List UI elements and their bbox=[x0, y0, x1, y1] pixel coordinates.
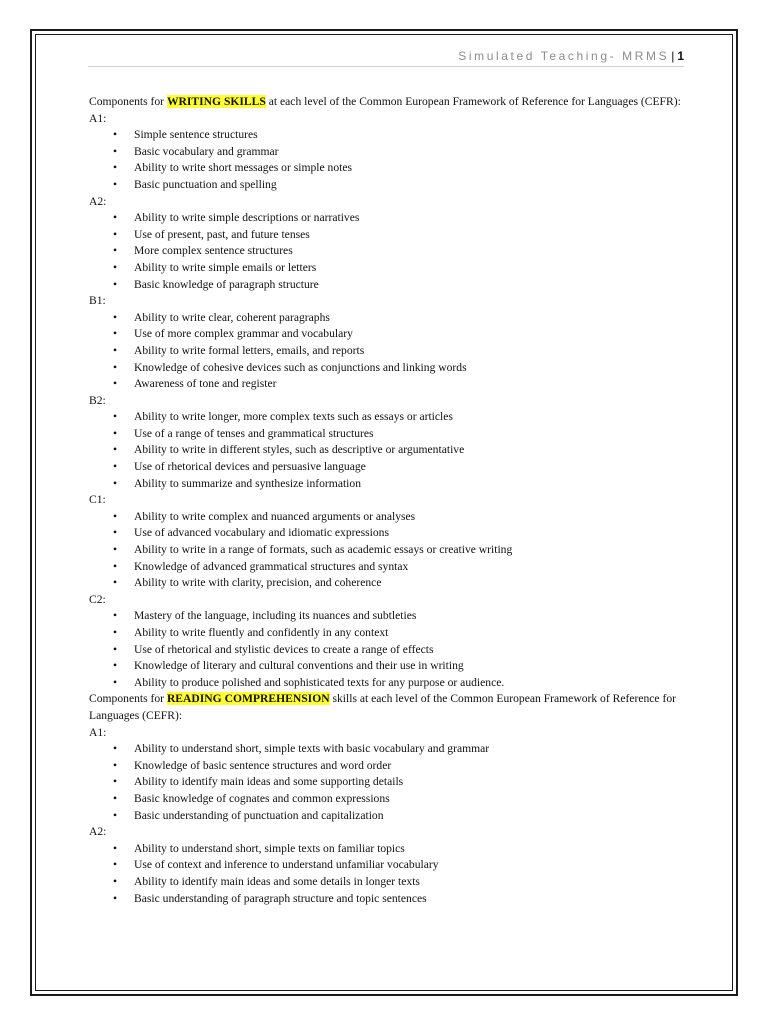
list-item: • Use of context and inference to understand unfamiliar vocabulary bbox=[89, 857, 689, 874]
list-item: • Ability to write formal letters, emails, and reports bbox=[89, 343, 689, 360]
list-item: • Knowledge of cohesive devices such as conjunctions and linking words bbox=[89, 360, 689, 377]
level-label: B1: bbox=[89, 294, 106, 308]
level-label: C1: bbox=[89, 493, 106, 507]
intro-before: Components for bbox=[89, 692, 167, 706]
bullet-list bbox=[89, 310, 689, 393]
bullet-list bbox=[89, 127, 689, 193]
list-item: • Awareness of tone and register bbox=[89, 376, 689, 393]
section-2 bbox=[89, 691, 689, 907]
list-item: • Simple sentence structures bbox=[89, 127, 689, 144]
list-item: • Basic knowledge of cognates and common expressions bbox=[89, 791, 689, 808]
list-item: • Ability to understand short, simple texts with basic vocabulary and grammar bbox=[89, 741, 689, 758]
section-intro bbox=[89, 94, 689, 111]
list-item: • Use of advanced vocabulary and idiomatic expressions bbox=[89, 525, 689, 542]
list-item: • Basic vocabulary and grammar bbox=[89, 144, 689, 161]
intro-after: skills at each level of the Common European Framework of Reference for Languages (CEFR): bbox=[89, 692, 676, 722]
level-label: B2: bbox=[89, 393, 106, 407]
list-item: • Ability to identify main ideas and some details in longer texts bbox=[89, 874, 689, 891]
level-list bbox=[89, 111, 689, 692]
level-label: C2: bbox=[89, 592, 106, 606]
list-item: • Use of rhetorical devices and persuasive language bbox=[89, 459, 689, 476]
list-item: • Ability to write clear, coherent paragraphs bbox=[89, 310, 689, 327]
section-1 bbox=[89, 94, 689, 691]
bullet-list bbox=[89, 210, 689, 293]
list-item: • Ability to write in a range of formats, such as academic essays or creative writing bbox=[89, 542, 689, 559]
list-item: • Ability to write simple descriptions or narratives bbox=[89, 210, 689, 227]
bullet-list bbox=[89, 608, 689, 691]
list-item: • Ability to understand short, simple texts on familiar topics bbox=[89, 841, 689, 858]
list-item: • Ability to write fluently and confidently in any context bbox=[89, 625, 689, 642]
highlighted-topic: READING COMPREHENSION bbox=[166, 692, 330, 706]
intro-before: Components for bbox=[89, 95, 167, 108]
level-label: A2: bbox=[89, 825, 107, 839]
list-item: • Ability to summarize and synthesize information bbox=[89, 476, 689, 493]
intro-after: at each level of the Common European Framework of Reference for Languages (CEFR): bbox=[265, 95, 681, 108]
list-item: • Ability to produce polished and sophisticated texts for any purpose or audience. bbox=[89, 675, 689, 692]
list-item: • Knowledge of basic sentence structures and word order bbox=[89, 758, 689, 775]
list-item: • Use of more complex grammar and vocabulary bbox=[89, 326, 689, 343]
list-item: • Basic knowledge of paragraph structure bbox=[89, 277, 689, 294]
list-item: • Ability to write longer, more complex texts such as essays or articles bbox=[89, 409, 689, 426]
section-intro bbox=[89, 691, 689, 724]
list-item: • Basic understanding of paragraph structure and topic sentences bbox=[89, 891, 689, 908]
document-body bbox=[89, 94, 689, 907]
list-item: • Knowledge of advanced grammatical structures and syntax bbox=[89, 559, 689, 576]
level-label: A1: bbox=[89, 111, 107, 125]
list-item: • Ability to write in different styles, such as descriptive or argumentative bbox=[89, 442, 689, 459]
bullet-list bbox=[89, 409, 689, 492]
list-item: • Ability to identify main ideas and some supporting details bbox=[89, 774, 689, 791]
level-list bbox=[89, 725, 689, 908]
list-item: • Use of rhetorical and stylistic devices to create a range of effects bbox=[89, 642, 689, 659]
level-label: A1: bbox=[89, 725, 107, 739]
header-title: Simulated Teaching- MRMS bbox=[458, 49, 670, 63]
bullet-list bbox=[89, 509, 689, 592]
list-item: • More complex sentence structures bbox=[89, 243, 689, 260]
page-header bbox=[88, 46, 684, 67]
bullet-list bbox=[89, 841, 689, 907]
list-item: • Mastery of the language, including its nuances and subtleties bbox=[89, 608, 689, 625]
page-number: 1 bbox=[677, 49, 684, 63]
list-item: • Use of a range of tenses and grammatical structures bbox=[89, 426, 689, 443]
list-item: • Basic punctuation and spelling bbox=[89, 177, 689, 194]
level-label: A2: bbox=[89, 194, 107, 208]
list-item: • Ability to write with clarity, precision, and coherence bbox=[89, 575, 689, 592]
bullet-list bbox=[89, 741, 689, 824]
list-item: • Basic understanding of punctuation and capitalization bbox=[89, 808, 689, 825]
list-item: • Ability to write simple emails or letters bbox=[89, 260, 689, 277]
header-separator: | bbox=[671, 49, 675, 63]
list-item: • Ability to write short messages or simple notes bbox=[89, 160, 689, 177]
list-item: • Ability to write complex and nuanced arguments or analyses bbox=[89, 509, 689, 526]
list-item: • Knowledge of literary and cultural conventions and their use in writing bbox=[89, 658, 689, 675]
highlighted-topic: WRITING SKILLS bbox=[166, 95, 266, 108]
list-item: • Use of present, past, and future tenses bbox=[89, 227, 689, 244]
